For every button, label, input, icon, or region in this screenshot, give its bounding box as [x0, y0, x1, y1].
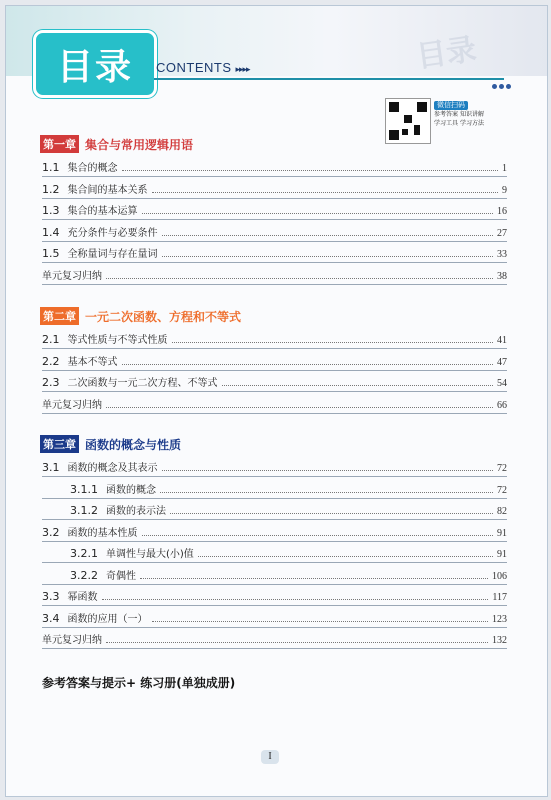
entry-page: 117 — [492, 592, 507, 603]
toc-entry[interactable] — [42, 544, 507, 560]
watermark: 目录 — [414, 31, 479, 75]
arrows-icon: ▸▸▸▸ — [235, 64, 250, 74]
entry-title: 奇偶性 — [106, 570, 136, 582]
contents-text: CONTENTS — [156, 60, 232, 75]
entry-title: 函数的基本性质 — [67, 527, 138, 539]
entry-page: 38 — [497, 270, 507, 282]
leader-dots — [122, 364, 494, 365]
entry-page: 82 — [497, 506, 507, 517]
row-divider — [42, 176, 507, 177]
leader-dots — [122, 170, 499, 171]
row-divider — [42, 262, 507, 263]
entry-title: 集合间的基本关系 — [67, 184, 148, 196]
toc-entry[interactable] — [42, 266, 507, 282]
entry-page: 91 — [497, 527, 507, 539]
chapter-name: 一元二次函数、方程和不等式 — [85, 309, 242, 324]
entry-title: 集合的基本运算 — [67, 206, 138, 217]
qr-code[interactable] — [385, 98, 431, 144]
toc-entry[interactable] — [42, 523, 507, 539]
row-divider — [42, 391, 507, 392]
row-divider — [42, 584, 507, 585]
leader-dots — [152, 192, 499, 193]
leader-dots — [142, 213, 494, 214]
entry-title: 幂函数 — [67, 592, 98, 603]
entry-number: 1.1 — [42, 161, 60, 174]
entry-page: 72 — [497, 463, 507, 474]
entry-number: 3.2.1 — [70, 547, 98, 560]
entry-page: 72 — [497, 484, 507, 496]
weixin-panel — [434, 101, 504, 128]
entry-title: 单元复习归纳 — [42, 399, 102, 411]
weixin-item: 知识讲解 — [459, 111, 484, 118]
entry-number: 1.5 — [42, 247, 60, 260]
entry-page: 41 — [497, 335, 507, 346]
chapter-tag: 第三章 — [40, 435, 79, 453]
entry-number: 1.2 — [42, 182, 60, 196]
entry-page: 9 — [502, 184, 507, 196]
page-title-box — [33, 30, 157, 98]
page-number: I — [261, 750, 279, 764]
entry-title: 单元复习归纳 — [42, 635, 102, 646]
leader-dots — [106, 642, 488, 643]
row-divider — [42, 498, 507, 499]
entry-title: 二次函数与一元二次方程、不等式 — [67, 378, 218, 389]
chapter-name: 函数的概念与性质 — [85, 437, 182, 452]
entry-number: 3.2 — [42, 525, 60, 539]
row-divider — [42, 219, 507, 220]
entry-number: 2.3 — [42, 376, 60, 389]
leader-dots — [142, 535, 494, 536]
weixin-item: 学习工具 — [434, 120, 459, 127]
entry-number: 3.2.2 — [70, 568, 98, 582]
row-divider — [42, 198, 507, 199]
toc-entry[interactable] — [42, 180, 507, 196]
chapter-tag: 第一章 — [40, 135, 79, 153]
chapter-heading[interactable] — [40, 308, 241, 324]
weixin-items — [434, 110, 504, 128]
toc-entry[interactable] — [42, 587, 507, 603]
entry-page: 27 — [497, 227, 507, 239]
entry-number: 3.1.1 — [70, 482, 98, 496]
entry-title: 全称量词与存在量词 — [67, 249, 158, 260]
row-divider — [42, 519, 507, 520]
entry-title: 等式性质与不等式性质 — [67, 335, 168, 346]
entry-page: 54 — [497, 378, 507, 389]
row-divider — [42, 541, 507, 542]
chapter-name: 集合与常用逻辑用语 — [85, 137, 194, 152]
dots-icon — [490, 74, 511, 93]
toc-entry[interactable] — [42, 158, 507, 174]
row-divider — [42, 413, 507, 414]
entry-page: 16 — [497, 206, 507, 217]
entry-title: 单调性与最大(小)值 — [106, 549, 194, 560]
row-divider — [42, 370, 507, 371]
toc-entry[interactable] — [42, 244, 507, 260]
toc-entry[interactable] — [42, 501, 507, 517]
row-divider — [42, 348, 507, 349]
row-divider — [42, 562, 507, 563]
chapter-tag: 第二章 — [40, 307, 79, 325]
entry-title: 函数的表示法 — [106, 506, 166, 517]
leader-dots — [172, 342, 494, 343]
toc-entry[interactable] — [42, 395, 507, 411]
leader-dots — [106, 278, 493, 279]
row-divider — [42, 605, 507, 606]
weixin-item: 学习方法 — [459, 120, 484, 127]
leader-dots — [170, 513, 493, 514]
entry-page: 1 — [502, 163, 507, 174]
leader-dots — [140, 578, 488, 579]
entry-page: 91 — [497, 549, 507, 560]
leader-dots — [162, 235, 494, 236]
leader-dots — [102, 599, 489, 600]
page — [5, 5, 548, 797]
entry-number: 2.2 — [42, 354, 60, 368]
row-divider — [42, 241, 507, 242]
leader-dots — [152, 621, 489, 622]
row-divider — [42, 476, 507, 477]
weixin-item: 参考答案 — [434, 111, 459, 118]
toc-entry[interactable] — [42, 223, 507, 239]
toc-entry[interactable] — [42, 330, 507, 346]
entry-title: 函数的概念及其表示 — [67, 463, 158, 474]
entry-number: 3.1.2 — [70, 504, 98, 517]
leader-dots — [162, 470, 494, 471]
leader-dots — [106, 407, 493, 408]
row-divider — [42, 284, 507, 285]
entry-number: 3.1 — [42, 461, 60, 474]
entry-number: 1.3 — [42, 204, 60, 217]
entry-title: 基本不等式 — [67, 356, 118, 368]
page-title: 目录 — [56, 47, 133, 88]
entry-number: 2.1 — [42, 333, 60, 346]
entry-page: 132 — [492, 635, 507, 646]
entry-number: 1.4 — [42, 225, 60, 239]
toc-entry[interactable] — [42, 566, 507, 582]
entry-page: 47 — [497, 356, 507, 368]
entry-page: 106 — [492, 570, 507, 582]
leader-dots — [198, 556, 493, 557]
toc-entry[interactable] — [42, 630, 507, 646]
row-divider — [42, 627, 507, 628]
leader-dots — [222, 385, 494, 386]
toc-entry[interactable] — [42, 201, 507, 217]
contents-label — [156, 60, 250, 75]
entry-title: 函数的应用（一） — [67, 613, 148, 625]
entry-number: 3.4 — [42, 611, 60, 625]
row-divider — [42, 648, 507, 649]
reference-note: 参考答案与提示+ 练习册(单独成册) — [42, 676, 236, 690]
entry-title: 集合的概念 — [67, 163, 118, 174]
entry-title: 函数的概念 — [106, 484, 156, 496]
entry-title: 单元复习归纳 — [42, 270, 102, 282]
entry-page: 123 — [492, 613, 507, 625]
leader-dots — [160, 492, 493, 493]
weixin-head: 微信扫码 — [434, 101, 468, 110]
toc-entry[interactable] — [42, 373, 507, 389]
entry-number: 3.3 — [42, 590, 60, 603]
entry-title: 充分条件与必要条件 — [67, 227, 158, 239]
leader-dots — [162, 256, 494, 257]
toc-entry[interactable] — [42, 352, 507, 368]
toc-entry[interactable] — [42, 480, 507, 496]
entry-page: 66 — [497, 399, 507, 411]
toc-entry[interactable] — [42, 458, 507, 474]
chapter-heading[interactable] — [40, 436, 181, 452]
header-rule — [154, 78, 504, 80]
chapter-heading[interactable] — [40, 136, 193, 152]
entry-page: 33 — [497, 249, 507, 260]
toc-entry[interactable] — [42, 609, 507, 625]
